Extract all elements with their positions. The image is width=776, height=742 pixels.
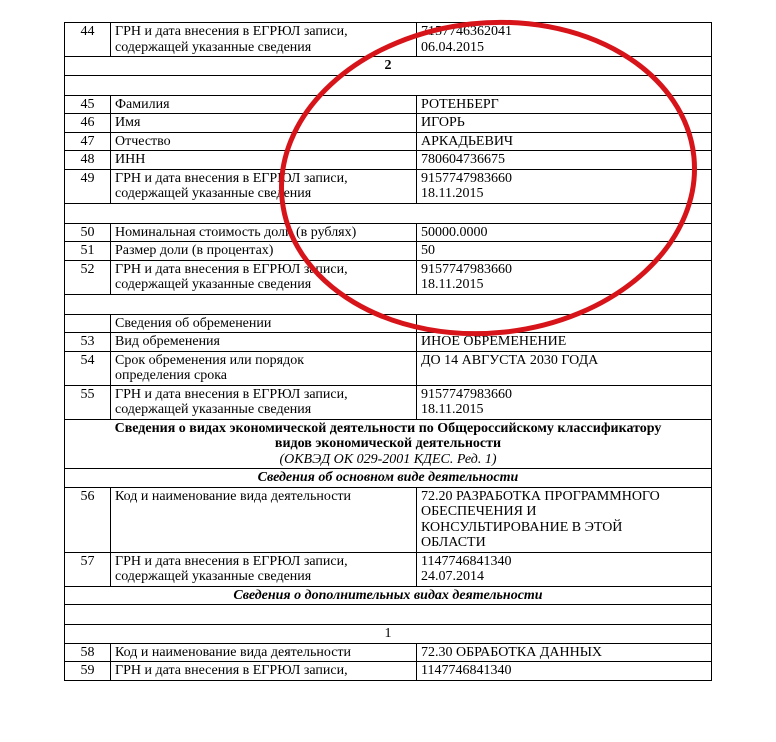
row-value [417, 487, 712, 552]
row-value [417, 351, 712, 385]
row-label [111, 223, 417, 242]
row-number: 45 [65, 95, 111, 114]
row-value [417, 662, 712, 681]
table-row [65, 662, 712, 681]
row-label [111, 487, 417, 552]
row-number: 54 [65, 351, 111, 385]
row-label-line: ГРН и дата внесения в ЕГРЮЛ записи, [115, 261, 348, 277]
row-label-line: Срок обременения или порядок [115, 352, 305, 368]
table-row [65, 151, 712, 170]
row-label [111, 333, 417, 352]
egrul-table [64, 22, 712, 681]
table-row [65, 351, 712, 385]
okved-title-line1: Сведения о видах экономической деятельности по Общероссийскому классификатору [114, 420, 662, 436]
main-activity-header-row [65, 469, 712, 488]
row-label [111, 643, 417, 662]
row-label [111, 114, 417, 133]
additional-position-number: 1 [65, 625, 712, 644]
row-value [417, 151, 712, 170]
row-label-line: ГРН и дата внесения в ЕГРЮЛ записи, [115, 553, 348, 569]
table-row [65, 643, 712, 662]
row-value-line: ДО 14 АВГУСТА 2030 ГОДА [421, 352, 599, 368]
row-value [417, 260, 712, 294]
egrul-extract-page [64, 22, 712, 681]
row-value-line: 18.11.2015 [421, 402, 484, 417]
row-number: 57 [65, 552, 111, 586]
row-label [111, 95, 417, 114]
row-label-line: содержащей указанные сведения [115, 277, 312, 292]
row-value-line: 72.30 ОБРАБОТКА ДАННЫХ [421, 644, 603, 660]
row-value-line: 1147746841340 [421, 553, 512, 569]
row-value-line: 1147746841340 [421, 663, 512, 678]
position-row [65, 57, 712, 76]
row-label [111, 169, 417, 203]
row-value-line: 9157747983660 [421, 386, 512, 402]
row-value-line: АРКАДЬЕВИЧ [421, 133, 514, 149]
row-value-line: 780604736675 [421, 152, 505, 167]
row-value [417, 114, 712, 133]
additional-activity-header: Сведения о дополнительных видах деятельности [65, 586, 712, 605]
row-label-line: Имя [115, 115, 141, 130]
table-row [65, 23, 712, 57]
blank-row [65, 294, 712, 314]
table-row [65, 169, 712, 203]
row-value [417, 132, 712, 151]
row-label-line: Фамилия [115, 96, 170, 112]
row-label [111, 351, 417, 385]
row-label-line: Код и наименование вида деятельности [115, 488, 352, 504]
row-label-line: ИНН [115, 152, 146, 167]
additional-position-row [65, 625, 712, 644]
row-number: 52 [65, 260, 111, 294]
row-number: 53 [65, 333, 111, 352]
row-label-line: ГРН и дата внесения в ЕГРЮЛ записи, [115, 170, 348, 186]
row-label [111, 552, 417, 586]
row-label-line: ГРН и дата внесения в ЕГРЮЛ записи, [115, 386, 348, 402]
row-label-line: содержащей указанные сведения [115, 39, 312, 55]
row-label-line: Вид обременения [115, 334, 220, 349]
row-label [111, 662, 417, 681]
row-value-line: ОБЛАСТИ [421, 535, 486, 550]
row-value-line: КОНСУЛЬТИРОВАНИЕ В ЭТОЙ [421, 519, 623, 535]
row-value [417, 333, 712, 352]
encumbrance-header: Сведения об обременении [111, 314, 417, 333]
blank-row [65, 75, 712, 95]
row-label-line: определения срока [115, 368, 227, 383]
row-value-line: 9157747983660 [421, 261, 512, 277]
row-value-line: РОТЕНБЕРГ [421, 96, 499, 112]
table-row [65, 223, 712, 242]
row-number: 50 [65, 223, 111, 242]
row-value [417, 242, 712, 261]
row-number: 46 [65, 114, 111, 133]
okved-section-row [65, 419, 712, 469]
table-row [65, 242, 712, 261]
table-row [65, 95, 712, 114]
row-number: 47 [65, 132, 111, 151]
table-row [65, 132, 712, 151]
row-value-line: 18.11.2015 [421, 277, 484, 292]
blank-row [65, 605, 712, 625]
okved-title-line2: видов экономической деятельности [274, 436, 502, 451]
row-value-line: 18.11.2015 [421, 186, 484, 201]
row-label [111, 260, 417, 294]
row-value-line: ИНОЕ ОБРЕМЕНЕНИЕ [421, 334, 567, 349]
row-number: 48 [65, 151, 111, 170]
row-number: 51 [65, 242, 111, 261]
row-value-line: 72.20 РАЗРАБОТКА ПРОГРАММНОГО [421, 488, 660, 504]
okved-subtitle: (ОКВЭД ОК 029-2001 КДЕС. Ред. 1) [279, 451, 497, 467]
row-label [111, 151, 417, 170]
additional-header-row [65, 586, 712, 605]
row-label-line: содержащей указанные сведения [115, 402, 312, 417]
row-number: 55 [65, 385, 111, 419]
row-value [417, 169, 712, 203]
row-label-line: содержащей указанные сведения [115, 186, 312, 201]
row-label [111, 23, 417, 57]
row-value [417, 95, 712, 114]
row-number: 49 [65, 169, 111, 203]
table-row [65, 260, 712, 294]
row-number: 56 [65, 487, 111, 552]
row-label-line: ГРН и дата внесения в ЕГРЮЛ записи, [115, 24, 348, 39]
row-value [417, 385, 712, 419]
row-number: 44 [65, 23, 111, 57]
row-value-line: ОБЕСПЕЧЕНИЯ И [421, 504, 537, 519]
row-label [111, 242, 417, 261]
position-number: 2 [65, 57, 712, 76]
row-label-line: Размер доли (в процентах) [115, 243, 274, 258]
table-row [65, 114, 712, 133]
row-value [417, 643, 712, 662]
row-label-line: Отчество [115, 133, 171, 149]
encumbrance-header-row [65, 314, 712, 333]
blank-row [65, 203, 712, 223]
table-row [65, 385, 712, 419]
row-value-line: 9157747983660 [421, 170, 512, 186]
row-number: 59 [65, 662, 111, 681]
table-row [65, 333, 712, 352]
row-value-line: 50000.0000 [421, 224, 488, 240]
table-row [65, 552, 712, 586]
row-value [417, 552, 712, 586]
row-value-line: 06.04.2015 [421, 39, 484, 55]
row-number: 58 [65, 643, 111, 662]
table-row [65, 487, 712, 552]
row-value-line: ИГОРЬ [421, 115, 465, 130]
row-label [111, 385, 417, 419]
main-activity-header: Сведения об основном виде деятельности [65, 469, 712, 488]
row-label-line: Номинальная стоимость доли (в рублях) [115, 224, 357, 240]
row-label-line: Код и наименование вида деятельности [115, 644, 352, 660]
row-value [417, 223, 712, 242]
row-value-line: 7157746362041 [421, 24, 512, 39]
row-value-line: 50 [421, 243, 435, 258]
row-value [417, 23, 712, 57]
row-label-line: содержащей указанные сведения [115, 569, 312, 584]
row-value-line: 24.07.2014 [421, 569, 484, 584]
row-label [111, 132, 417, 151]
row-label-line: ГРН и дата внесения в ЕГРЮЛ записи, [115, 663, 348, 678]
